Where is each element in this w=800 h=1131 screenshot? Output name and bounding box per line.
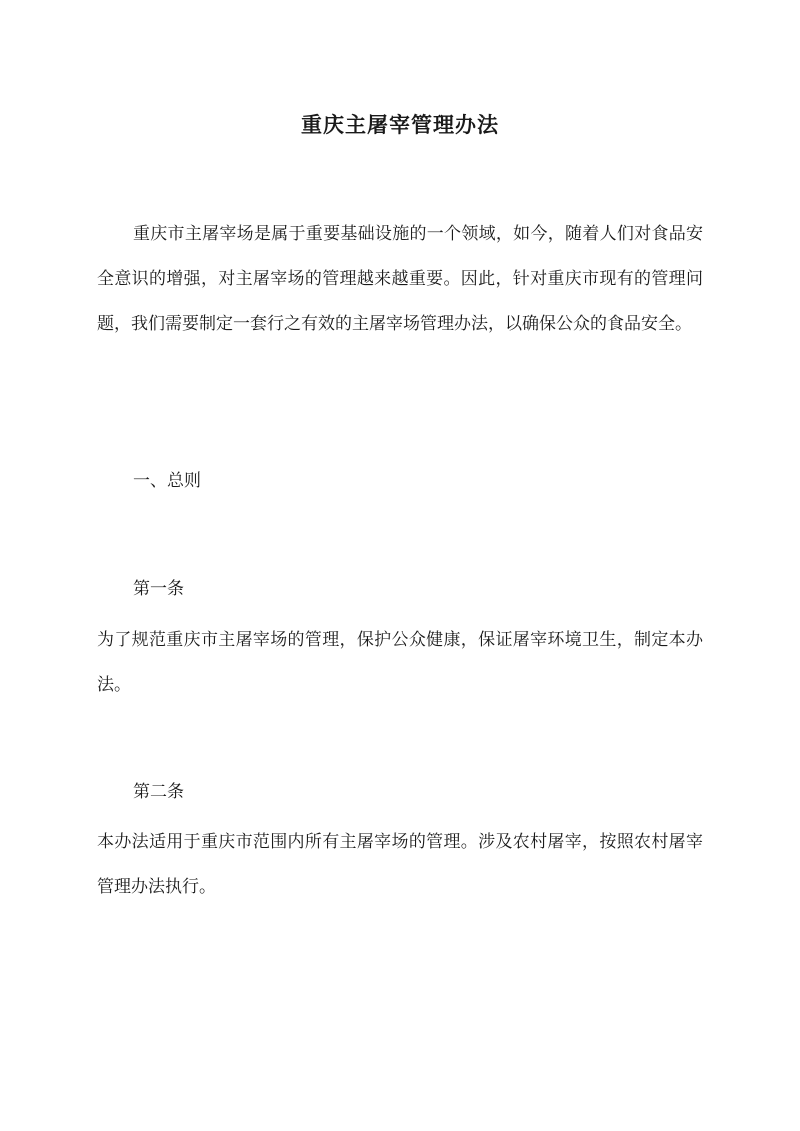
article-1-heading: 第一条 — [133, 579, 184, 599]
article-2-heading: 第二条 — [133, 782, 184, 802]
article-2-body: 本办法适用于重庆市范围内所有主屠宰场的管理。涉及农村屠宰，按照农村屠宰管理办法执行。 — [97, 832, 703, 897]
article-1-body: 为了规范重庆市主屠宰场的管理，保护公众健康，保证屠宰环境卫生，制定本办法。 — [97, 630, 703, 695]
document-title: 重庆主屠宰管理办法 — [301, 112, 499, 138]
intro-paragraph: 重庆市主屠宰场是属于重要基础设施的一个领域，如今，随着人们对食品安全意识的增强，对主屠宰场的管理越来越重要。因此，针对重庆市现有的管理问题，我们需要制定一套行之有效的主屠宰场管理办法，以确保公众的食品安全。 — [97, 224, 703, 334]
section-heading-general: 一、总则 — [133, 471, 201, 491]
